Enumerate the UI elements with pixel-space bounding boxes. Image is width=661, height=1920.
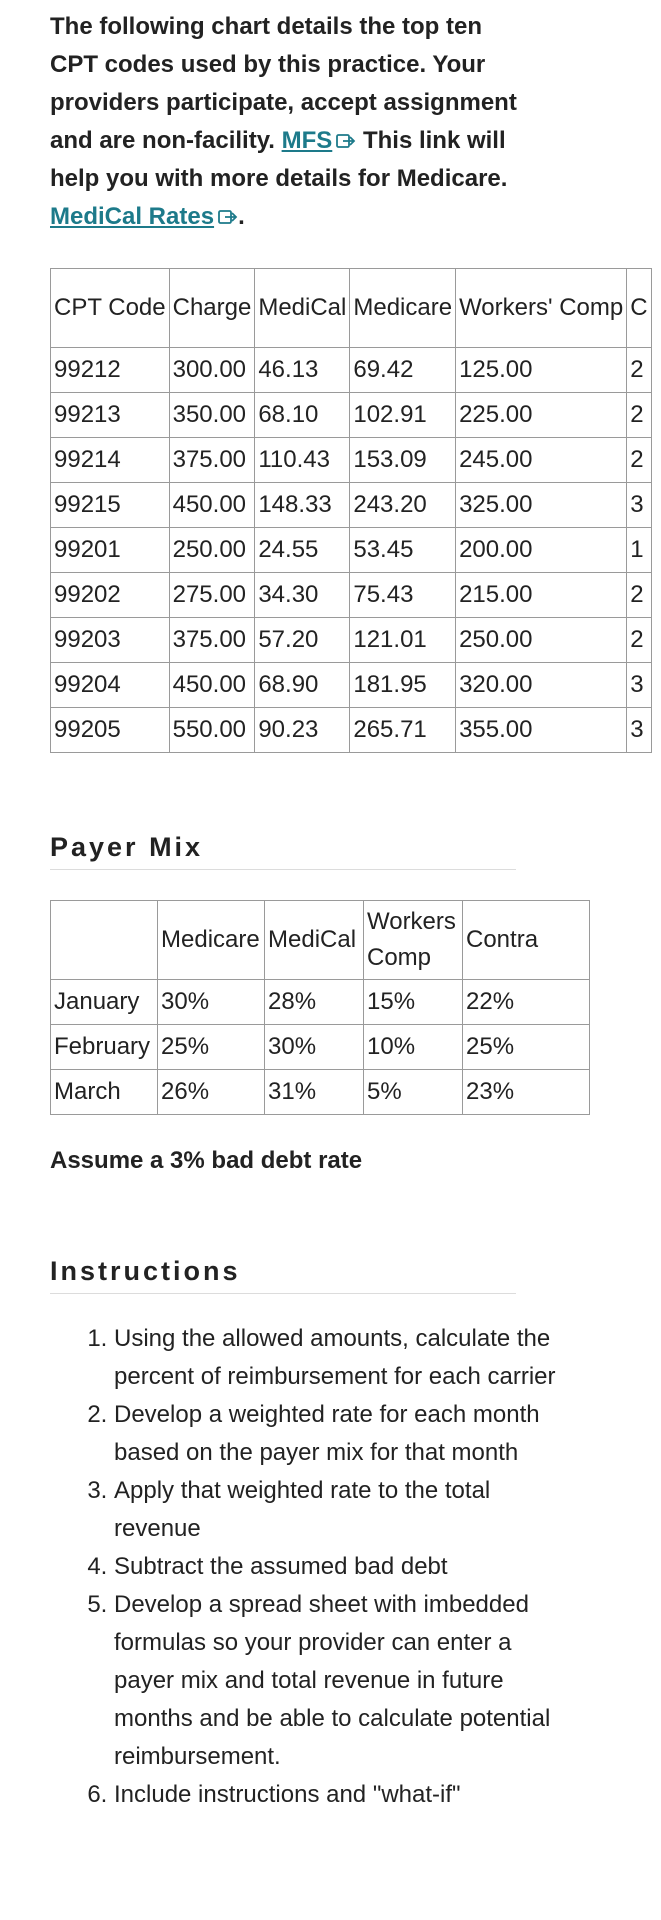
table-cell: 3	[627, 483, 651, 528]
instructions-list	[50, 1320, 560, 1814]
mfs-link[interactable]: MFS	[281, 127, 333, 154]
intro-text-before: The following chart details the top ten CPT codes used by this practice. Your providers participate, accept assignment and are non-facility.	[50, 13, 517, 154]
table-cell: 99213	[51, 393, 170, 438]
table-row	[51, 573, 652, 618]
payer-mix-table	[50, 900, 590, 1115]
table-cell: 300.00	[169, 348, 255, 393]
external-link-icon[interactable]	[218, 208, 238, 226]
header-cell: Contra	[463, 901, 590, 980]
header-cell: C	[627, 269, 651, 348]
table-row	[51, 438, 652, 483]
table-cell: 26%	[158, 1070, 265, 1115]
table-cell: 225.00	[456, 393, 627, 438]
medical-rates-link[interactable]: MediCal Rates	[50, 203, 215, 230]
header-cell: CPT Code	[51, 269, 170, 348]
table-cell: 99212	[51, 348, 170, 393]
table-cell: 57.20	[255, 618, 350, 663]
table-cell: 215.00	[456, 573, 627, 618]
table-row	[51, 348, 652, 393]
bad-debt-note: Assume a 3% bad debt rate	[50, 1147, 363, 1174]
table-cell: 2	[627, 438, 651, 483]
table-cell: 99215	[51, 483, 170, 528]
table-cell: February	[51, 1025, 158, 1070]
table-cell: 10%	[364, 1025, 463, 1070]
fee-table-scroll[interactable]	[50, 268, 648, 764]
table-cell: 25%	[158, 1025, 265, 1070]
header-cell: Charge	[169, 269, 255, 348]
table-cell: 99205	[51, 708, 170, 753]
table-cell: 320.00	[456, 663, 627, 708]
table-cell: 2	[627, 618, 651, 663]
header-cell: MediCal	[255, 269, 350, 348]
table-row	[51, 483, 652, 528]
page-content	[50, 8, 648, 1814]
table-cell: 99203	[51, 618, 170, 663]
table-cell: 28%	[265, 980, 364, 1025]
table-cell: 90.23	[255, 708, 350, 753]
table-cell: 200.00	[456, 528, 627, 573]
list-item: 2. Develop a weighted rate for each month based on the payer mix for that month	[114, 1396, 560, 1472]
table-cell: 99204	[51, 663, 170, 708]
table-cell: 99214	[51, 438, 170, 483]
table-cell: 25%	[463, 1025, 590, 1070]
table-cell: 53.45	[350, 528, 456, 573]
table-cell: 22%	[463, 980, 590, 1025]
table-cell: 24.55	[255, 528, 350, 573]
table-cell: January	[51, 980, 158, 1025]
table-cell: 99201	[51, 528, 170, 573]
table-cell: 31%	[265, 1070, 364, 1115]
table-row	[51, 980, 590, 1025]
table-cell: 3	[627, 663, 651, 708]
fee-schedule-table	[50, 268, 652, 753]
table-cell: 69.42	[350, 348, 456, 393]
list-item: 4. Subtract the assumed bad debt	[114, 1548, 560, 1586]
intro-text-after: This link will help you with more details for Medicare.	[50, 127, 508, 192]
table-row	[51, 1070, 590, 1115]
table-cell: 250.00	[456, 618, 627, 663]
table-cell: 75.43	[350, 573, 456, 618]
table-cell: 181.95	[350, 663, 456, 708]
table-cell: 2	[627, 573, 651, 618]
table-cell: 46.13	[255, 348, 350, 393]
table-cell: 325.00	[456, 483, 627, 528]
table-cell: 355.00	[456, 708, 627, 753]
table-cell: 1	[627, 528, 651, 573]
list-item: 5. Develop a spread sheet with imbedded formulas so your provider can enter a payer mix and total revenue in future months and be able to calculate potential reimbursement.	[114, 1586, 560, 1776]
table-cell: 250.00	[169, 528, 255, 573]
table-cell: 34.30	[255, 573, 350, 618]
table-cell: 121.01	[350, 618, 456, 663]
table-cell: 153.09	[350, 438, 456, 483]
instructions-heading: Instructions	[50, 1256, 516, 1294]
header-cell: Medicare	[158, 901, 265, 980]
table-cell: 265.71	[350, 708, 456, 753]
table-row	[51, 528, 652, 573]
table-cell: 375.00	[169, 438, 255, 483]
table-cell: March	[51, 1070, 158, 1115]
table-cell: 68.10	[255, 393, 350, 438]
table-cell: 2	[627, 393, 651, 438]
table-cell: 110.43	[255, 438, 350, 483]
table-cell: 30%	[158, 980, 265, 1025]
table-cell: 450.00	[169, 663, 255, 708]
list-item: 6. Include instructions and "what-if"	[114, 1776, 560, 1814]
table-cell: 5%	[364, 1070, 463, 1115]
header-cell: Workers' Comp	[456, 269, 627, 348]
list-item: 1. Using the allowed amounts, calculate the percent of reimbursement for each carrier	[114, 1320, 560, 1396]
table-cell: 99202	[51, 573, 170, 618]
intro-paragraph	[50, 8, 530, 236]
table-cell: 550.00	[169, 708, 255, 753]
header-cell	[51, 901, 158, 980]
table-cell: 23%	[463, 1070, 590, 1115]
table-cell: 148.33	[255, 483, 350, 528]
table-cell: 15%	[364, 980, 463, 1025]
table-cell: 125.00	[456, 348, 627, 393]
table-cell: 245.00	[456, 438, 627, 483]
external-link-icon[interactable]	[336, 132, 356, 150]
table-cell: 375.00	[169, 618, 255, 663]
header-cell: MediCal	[265, 901, 364, 980]
table-cell: 68.90	[255, 663, 350, 708]
table-row	[51, 618, 652, 663]
table-row	[51, 708, 652, 753]
table-cell: 2	[627, 348, 651, 393]
payer-mix-heading: Payer Mix	[50, 832, 516, 870]
table-cell: 450.00	[169, 483, 255, 528]
table-cell: 243.20	[350, 483, 456, 528]
intro-trailing: .	[238, 203, 245, 230]
table-header-row	[51, 269, 652, 348]
table-row	[51, 1025, 590, 1070]
list-item: 3. Apply that weighted rate to the total revenue	[114, 1472, 560, 1548]
table-cell: 3	[627, 708, 651, 753]
table-cell: 30%	[265, 1025, 364, 1070]
table-row	[51, 663, 652, 708]
table-cell: 102.91	[350, 393, 456, 438]
table-cell: 275.00	[169, 573, 255, 618]
header-cell: Workers Comp	[364, 901, 463, 980]
table-row	[51, 393, 652, 438]
payer-mix-table-scroll[interactable]	[50, 900, 548, 1124]
table-cell: 350.00	[169, 393, 255, 438]
table-header-row	[51, 901, 590, 980]
header-cell: Medicare	[350, 269, 456, 348]
